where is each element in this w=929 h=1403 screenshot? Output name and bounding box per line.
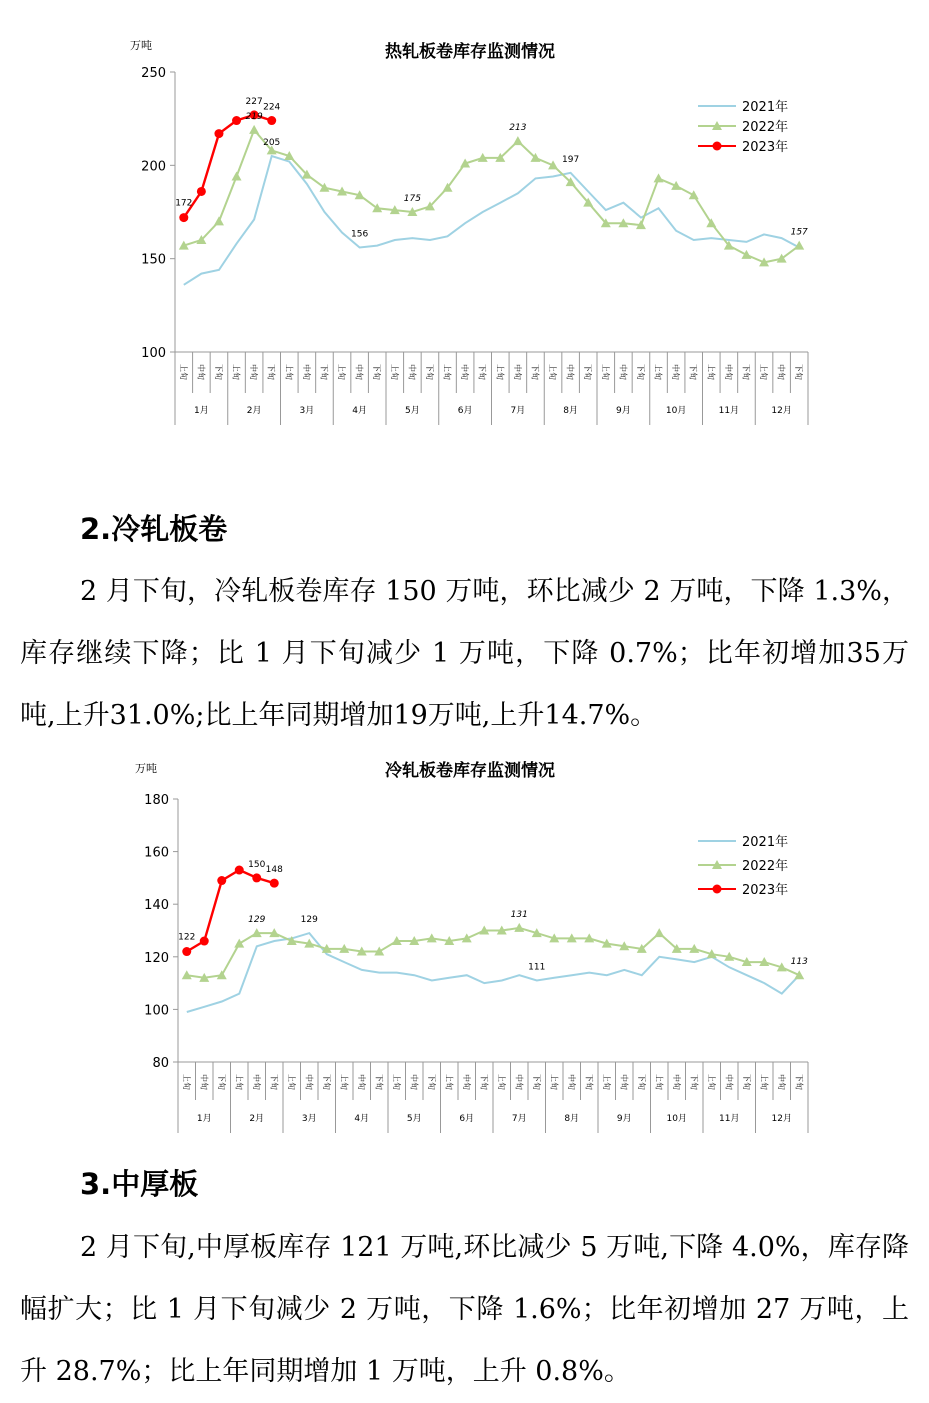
data-label: 205 xyxy=(263,138,281,148)
x-tick-label: 下旬 xyxy=(424,364,434,380)
x-tick-label: 中旬 xyxy=(512,364,522,380)
x-month-label: 4月 xyxy=(354,1114,370,1124)
x-month-label: 5月 xyxy=(406,1114,422,1124)
y-tick-label: 160 xyxy=(144,845,169,861)
x-tick-label: 下旬 xyxy=(688,364,698,380)
x-month-label: 3月 xyxy=(301,1114,317,1124)
x-tick-label: 下旬 xyxy=(321,1074,331,1090)
x-tick-label: 下旬 xyxy=(635,364,645,380)
series-point-2022 xyxy=(654,173,664,182)
series-line-2021年 xyxy=(187,933,800,1012)
series-point-2022 xyxy=(513,136,523,145)
x-tick-label: 上旬 xyxy=(178,364,188,380)
x-tick-label: 上旬 xyxy=(549,1074,559,1090)
data-label: 111 xyxy=(528,962,546,973)
data-label: 213 xyxy=(509,123,527,134)
x-tick-label: 上旬 xyxy=(706,1074,716,1090)
x-month-label: 7月 xyxy=(511,1114,527,1124)
x-tick-label: 中旬 xyxy=(407,364,417,380)
series-point-2022 xyxy=(217,970,227,979)
series-point-2022 xyxy=(706,218,716,227)
x-tick-label: 下旬 xyxy=(319,364,329,380)
series-point-2023 xyxy=(179,213,188,222)
x-tick-label: 下旬 xyxy=(426,1074,436,1090)
x-tick-label: 上旬 xyxy=(548,364,558,380)
y-tick-label: 150 xyxy=(141,252,166,268)
chart-title: 冷轧板卷库存监测情况 xyxy=(385,761,555,781)
x-tick-label: 中旬 xyxy=(671,364,681,380)
x-tick-label: 下旬 xyxy=(689,1074,699,1090)
series-point-2023 xyxy=(270,879,279,888)
x-month-label: 5月 xyxy=(405,406,420,416)
x-tick-label: 中旬 xyxy=(724,1074,734,1090)
x-tick-label: 下旬 xyxy=(794,1074,804,1090)
data-label: 150 xyxy=(248,859,266,870)
series-point-2023 xyxy=(214,129,223,138)
x-month-label: 12月 xyxy=(771,1114,792,1124)
x-tick-label: 上旬 xyxy=(496,1074,506,1090)
x-tick-label: 上旬 xyxy=(284,364,294,380)
x-tick-label: 下旬 xyxy=(531,1074,541,1090)
data-label: 157 xyxy=(790,227,808,238)
x-month-label: 7月 xyxy=(510,406,526,416)
y-tick-label: 100 xyxy=(144,1003,169,1019)
data-label: 129 xyxy=(300,915,318,926)
series-line-2023年 xyxy=(187,870,274,952)
data-label: 224 xyxy=(263,102,281,113)
x-tick-label: 中旬 xyxy=(776,1074,786,1090)
x-tick-label: 下旬 xyxy=(216,1074,226,1090)
x-tick-label: 下旬 xyxy=(213,364,223,380)
legend-marker xyxy=(713,142,722,151)
x-month-label: 2月 xyxy=(246,406,262,416)
y-tick-label: 120 xyxy=(144,950,169,966)
x-tick-label: 下旬 xyxy=(741,364,751,380)
x-month-label: 11月 xyxy=(719,1114,740,1124)
series-point-2023 xyxy=(235,866,244,875)
y-axis-unit: 万吨 xyxy=(135,762,157,775)
x-month-label: 2月 xyxy=(249,1114,265,1124)
data-label: 129 xyxy=(248,915,266,926)
series-point-2022 xyxy=(249,125,259,134)
x-tick-label: 中旬 xyxy=(199,1074,209,1090)
x-tick-label: 上旬 xyxy=(653,364,663,380)
x-tick-label: 中旬 xyxy=(723,364,733,380)
x-month-label: 10月 xyxy=(666,1114,687,1124)
x-month-label: 6月 xyxy=(457,406,473,416)
series-point-2022 xyxy=(689,190,699,199)
data-label: 172 xyxy=(175,198,193,209)
x-month-label: 1月 xyxy=(196,1114,212,1124)
x-tick-label: 上旬 xyxy=(495,364,505,380)
y-tick-label: 180 xyxy=(144,793,169,808)
section-paragraph-cold-rolled: 2 月下旬，冷轧板卷库存 150 万吨，环比减少 2 万吨，下降 1.3%，库存继续下降；比 1 月下旬减少 1 万吨，下降 0.7%；比年初增加35万吨,上升31.0%;比上年同期增加19万吨,上升14.7%。 xyxy=(20,576,909,731)
x-month-label: 11月 xyxy=(718,406,740,416)
series-point-2022 xyxy=(234,939,244,948)
x-tick-label: 中旬 xyxy=(460,364,470,380)
x-tick-label: 下旬 xyxy=(374,1074,384,1090)
series-line-2022年 xyxy=(187,928,800,978)
x-tick-label: 中旬 xyxy=(461,1074,471,1090)
data-label: 156 xyxy=(351,229,369,240)
x-tick-label: 中旬 xyxy=(514,1074,524,1090)
section-heading-medium-plate: 3.中厚板 xyxy=(80,1167,199,1201)
series-point-2023 xyxy=(217,876,226,885)
x-tick-label: 下旬 xyxy=(636,1074,646,1090)
series-point-2022 xyxy=(514,923,524,932)
x-tick-label: 上旬 xyxy=(759,1074,769,1090)
x-month-label: 6月 xyxy=(459,1114,475,1124)
x-tick-label: 下旬 xyxy=(479,1074,489,1090)
x-tick-label: 上旬 xyxy=(339,1074,349,1090)
series-point-2023 xyxy=(232,116,241,125)
x-tick-label: 下旬 xyxy=(530,364,540,380)
x-tick-label: 中旬 xyxy=(565,364,575,380)
x-month-label: 1月 xyxy=(194,406,209,416)
y-tick-label: 140 xyxy=(144,898,169,914)
data-label: 122 xyxy=(178,932,196,943)
legend-label: 2023年 xyxy=(742,883,789,898)
hot-rolled-inventory-chart xyxy=(0,0,929,440)
series-line-2021年 xyxy=(184,156,799,285)
data-label: 113 xyxy=(790,957,808,968)
x-tick-label: 中旬 xyxy=(196,364,206,380)
x-tick-label: 下旬 xyxy=(583,364,593,380)
series-point-2022 xyxy=(741,250,751,259)
x-tick-label: 上旬 xyxy=(391,1074,401,1090)
series-point-2022 xyxy=(654,928,664,937)
series-point-2023 xyxy=(182,947,191,956)
x-tick-label: 上旬 xyxy=(600,364,610,380)
y-tick-label: 200 xyxy=(141,159,166,175)
x-tick-label: 下旬 xyxy=(794,364,804,380)
legend-label: 2021年 xyxy=(742,835,789,850)
x-tick-label: 下旬 xyxy=(584,1074,594,1090)
x-tick-label: 中旬 xyxy=(251,1074,261,1090)
legend-label: 2023年 xyxy=(742,140,789,155)
cold-rolled-inventory-chart xyxy=(0,755,929,1155)
x-month-label: 12月 xyxy=(771,406,792,416)
x-tick-label: 中旬 xyxy=(356,1074,366,1090)
x-tick-label: 中旬 xyxy=(249,364,259,380)
x-month-label: 10月 xyxy=(665,406,687,416)
x-month-label: 3月 xyxy=(299,406,315,416)
x-tick-label: 中旬 xyxy=(304,1074,314,1090)
x-tick-label: 下旬 xyxy=(269,1074,279,1090)
data-label: 219 xyxy=(245,111,263,122)
x-tick-label: 中旬 xyxy=(619,1074,629,1090)
x-tick-label: 上旬 xyxy=(286,1074,296,1090)
x-tick-label: 中旬 xyxy=(354,364,364,380)
data-label: 197 xyxy=(562,154,580,165)
x-tick-label: 上旬 xyxy=(601,1074,611,1090)
x-month-label: 9月 xyxy=(616,406,631,416)
series-line-2022年 xyxy=(184,130,799,263)
series-point-2022 xyxy=(427,933,437,942)
series-point-2023 xyxy=(197,187,206,196)
x-tick-label: 下旬 xyxy=(477,364,487,380)
y-axis-unit: 万吨 xyxy=(130,39,152,52)
x-tick-label: 中旬 xyxy=(671,1074,681,1090)
legend-label: 2022年 xyxy=(742,120,789,135)
x-tick-label: 中旬 xyxy=(566,1074,576,1090)
x-tick-label: 上旬 xyxy=(181,1074,191,1090)
y-tick-label: 80 xyxy=(152,1056,169,1071)
data-label: 148 xyxy=(265,865,283,876)
x-tick-label: 中旬 xyxy=(776,364,786,380)
x-tick-label: 中旬 xyxy=(618,364,628,380)
series-point-2022 xyxy=(232,172,242,181)
legend-marker xyxy=(713,885,722,894)
x-month-label: 8月 xyxy=(563,406,578,416)
x-tick-label: 上旬 xyxy=(389,364,399,380)
x-tick-label: 上旬 xyxy=(706,364,716,380)
x-month-label: 9月 xyxy=(616,1114,632,1124)
x-tick-label: 上旬 xyxy=(234,1074,244,1090)
x-tick-label: 中旬 xyxy=(409,1074,419,1090)
x-tick-label: 下旬 xyxy=(372,364,382,380)
series-point-2023 xyxy=(267,116,276,125)
x-month-label: 8月 xyxy=(564,1114,580,1124)
x-tick-label: 上旬 xyxy=(654,1074,664,1090)
x-tick-label: 上旬 xyxy=(444,1074,454,1090)
data-label: 175 xyxy=(403,194,421,204)
x-tick-label: 中旬 xyxy=(301,364,311,380)
x-tick-label: 上旬 xyxy=(442,364,452,380)
data-label: 131 xyxy=(510,909,528,920)
data-label: 227 xyxy=(245,96,263,107)
x-month-label: 4月 xyxy=(352,406,367,416)
y-tick-label: 100 xyxy=(141,346,166,361)
x-tick-label: 上旬 xyxy=(337,364,347,380)
x-tick-label: 上旬 xyxy=(759,364,769,380)
x-tick-label: 下旬 xyxy=(266,364,276,380)
section-paragraph-medium-plate: 2 月下旬,中厚板库存 121 万吨,环比减少 5 万吨,下降 4.0%，库存降幅扩大；比 1 月下旬减少 2 万吨，下降 1.6%；比年初增加 27 万吨，上升 28.7%；比上年同期增加 1 万吨，上升 0.8%。 xyxy=(20,1232,909,1387)
legend-label: 2021年 xyxy=(742,100,789,115)
series-point-2022 xyxy=(214,216,224,225)
y-tick-label: 250 xyxy=(141,66,166,81)
x-tick-label: 上旬 xyxy=(231,364,241,380)
series-point-2023 xyxy=(252,873,261,882)
series-point-2022 xyxy=(794,970,804,979)
chart-title: 热轧板卷库存监测情况 xyxy=(385,42,555,62)
legend-label: 2022年 xyxy=(742,859,789,874)
series-point-2023 xyxy=(200,937,209,946)
section-heading-cold-rolled: 2.冷轧板卷 xyxy=(80,512,228,546)
x-tick-label: 下旬 xyxy=(741,1074,751,1090)
